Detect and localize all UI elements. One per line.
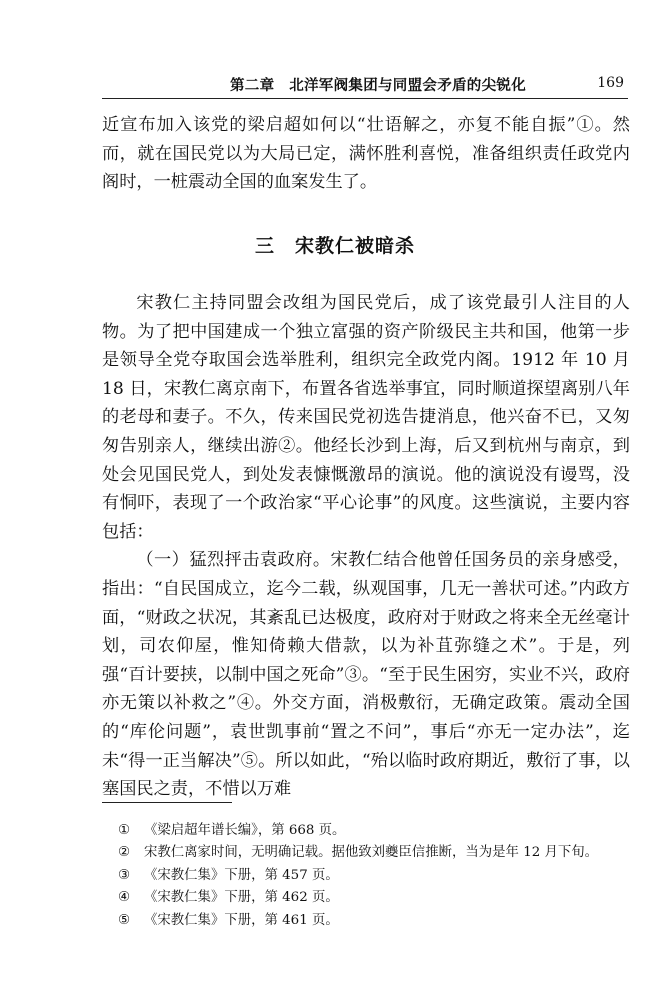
section-heading: 三 宋教仁被暗杀 [254, 235, 415, 257]
footnote-text: 《梁启超年谱长编》，第 668 页。 [144, 823, 346, 838]
page-number: 169 [597, 75, 624, 91]
footnote-marker: ⑤ [118, 912, 131, 928]
footnote-text: 《宋教仁集》下册，第 461 页。 [144, 912, 339, 928]
continuation-paragraph-block [102, 111, 630, 197]
footnote-item [118, 887, 628, 909]
footnote-marker: ④ [118, 890, 131, 906]
footnote-item [118, 820, 628, 842]
continuation-paragraph: 近宣布加入该党的梁启超如何以“壮语解之，亦复不能自振”①。然而，就在国民党以为大局已定，满怀胜利喜悦，准备组织责任政党内阁时，一桩震动全国的血案发生了。 [102, 115, 630, 193]
footnote-marker: ② [118, 845, 131, 861]
footnote-item [118, 865, 628, 887]
footnote-text: 《宋教仁集》下册，第 457 页。 [144, 867, 339, 883]
footnote-item [118, 910, 628, 932]
point-one-paragraph: （一）猛烈抨击袁政府。宋教仁结合他曾任国务员的亲身感受，指出：“自民国成立，迄今二载，纵观国事，几无一善状可述。”内政方面，“财政之状况，其紊乱已达极度，政府对于财政之将来全无丝毫计划，司农仰屋，惟知倚赖大借款，以为补苴弥缝之术”。于是，列强“百计要挟，以制中国之死命”③。“至于民生困穷，实业不兴，政府亦无策以补救之”④。外交方面，消极敷衍，无确定政策。震动全国的“库伦问题”，袁世凯事前“置之不问”，事后“亦无一定办法”，迄未“得一正当解决”⑤。所以如此，“殆以临时政府期近，敷衍了事，以塞国民之责，不惜以万难 [102, 550, 630, 800]
footnote-separator [102, 802, 232, 803]
footnote-item [118, 842, 628, 864]
footnotes [118, 820, 628, 932]
chapter-title: 第二章 北洋军阀集团与同盟会矛盾的尖锐化 [230, 77, 526, 94]
intro-paragraph: 宋教仁主持同盟会改组为国民党后，成了该党最引人注目的人物。为了把中国建成一个独立富强的资产阶级民主共和国，他第一步是领导全党夺取国会选举胜利，组织完全政党内阁。1912 年 10 月 18 日，宋教仁离京南下，布置各省选举事宜，同时顺道探望离别八年的老母和妻子。不久，传来国民党初选告捷消息，他兴奋不已，又匆匆告别亲人，继续出游②。他经长沙到上海，后又到杭州与南京，到处会见国民党人，到处发表慷慨激昂的演说。他的演说没有谩骂，没有恫吓，表现了一个政治家“平心论事”的风度。这些演说，主要内容包括： [102, 293, 630, 542]
footnote-marker: ③ [118, 867, 131, 883]
section-body [102, 289, 630, 804]
header-rule [102, 98, 628, 99]
footnote-text: 宋教仁离家时间，无明确记载。据他致刘夔臣信推断，当为是年 12 月下旬。 [144, 845, 599, 861]
running-header [102, 74, 628, 98]
footnote-text: 《宋教仁集》下册，第 462 页。 [144, 890, 339, 906]
footnote-marker: ① [118, 823, 131, 838]
